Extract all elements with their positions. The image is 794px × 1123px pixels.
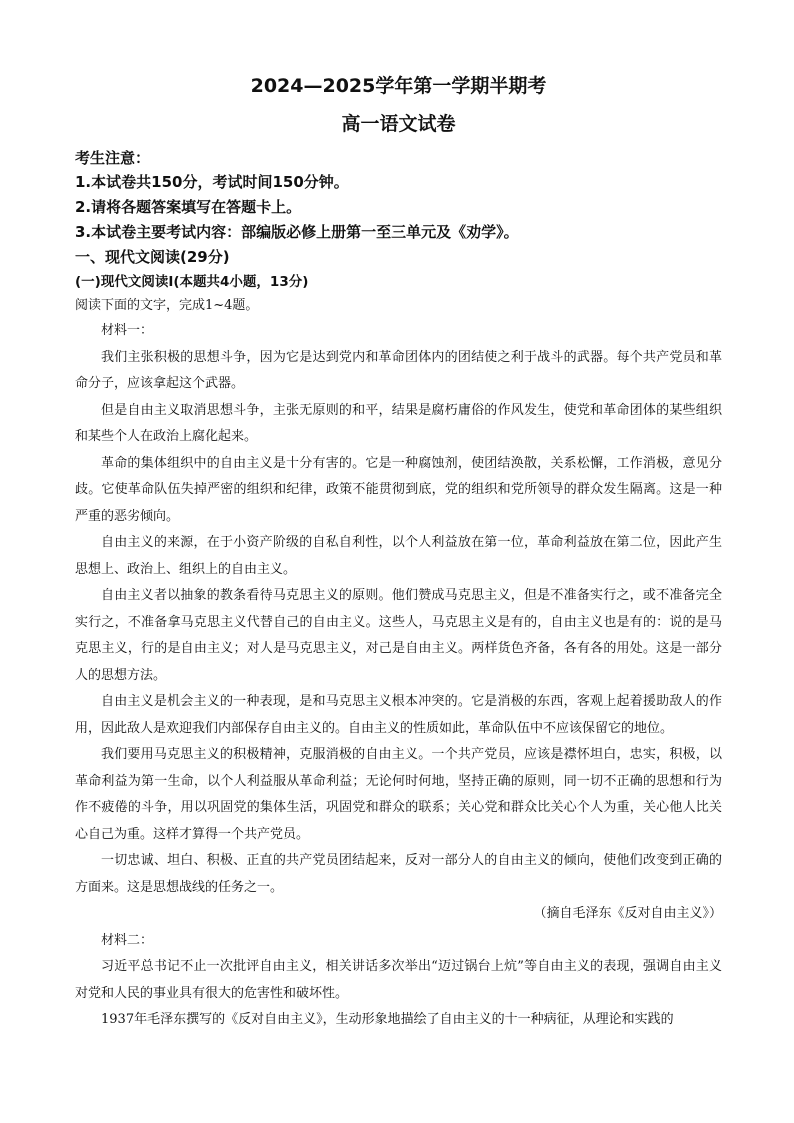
- paragraph: 1937年毛泽东撰写的《反对自由主义》，生动形象地描绘了自由主义的十一种病征，从理论和实践的: [101, 1012, 674, 1027]
- material-label: 材料二：: [101, 932, 154, 948]
- section-heading: 一、现代文阅读(29分): [75, 248, 230, 266]
- subsection-heading: (一)现代文阅读Ⅰ(本题共4小题，13分): [75, 274, 309, 290]
- notice-item: 1.本试卷共150分，考试时间150分钟。: [75, 173, 349, 191]
- material-one: [75, 318, 722, 928]
- paragraph: 自由主义者以抽象的教条看待马克思主义的原则。他们赞成马克思主义，但是不准备实行之，或不准备完全实行之，不准备拿马克思主义代替自己的自由主义。这些人，马克思主义是有的，自由主义也是有的：说的是马克思主义，行的是自由主义；对人是马克思主义，对己是自由主义。两样货色齐备，各有各的用处。这是一部分人的思想方法。: [75, 588, 722, 683]
- exam-title: 2024—2025学年第一学期半期考: [250, 75, 547, 97]
- paragraph: 我们要用马克思主义的积极精神，克服消极的自由主义。一个共产党员，应该是襟怀坦白，忠实，积极，以革命利益为第一生命，以个人利益服从革命利益；无论何时何地，坚持正确的原则，同一切不正确的思想和行为作不疲倦的斗争，用以巩固党的集体生活，巩固党和群众的联系；关心党和群众比关心个人为重，关心他人比关心自己为重。这样才算得一个共产党员。: [75, 747, 722, 842]
- exam-subtitle: 高一语文试卷: [341, 113, 456, 135]
- paragraph: 我们主张积极的思想斗争，因为它是达到党内和革命团体内的团结使之利于战斗的武器。每个共产党员和革命分子，应该拿起这个武器。: [75, 349, 722, 391]
- paragraph: 自由主义的来源，在于小资产阶级的自私自利性，以个人利益放在第一位，革命利益放在第二位，因此产生思想上、政治上、组织上的自由主义。: [75, 535, 722, 577]
- material-two: [75, 928, 722, 1034]
- paragraph: 自由主义是机会主义的一种表现，是和马克思主义根本冲突的。它是消极的东西，客观上起着援助敌人的作用，因此敌人是欢迎我们内部保存自由主义的。自由主义的性质如此，革命队伍中不应该保留它的地位。: [75, 694, 722, 736]
- notice-item: 2.请将各题答案填写在答题卡上。: [75, 198, 302, 216]
- paragraph: 但是自由主义取消思想斗争，主张无原则的和平，结果是腐朽庸俗的作风发生，使党和革命团体的某些组织和某些个人在政治上腐化起来。: [75, 402, 722, 444]
- notice-item: 3.本试卷主要考试内容：部编版必修上册第一至三单元及《劝学》。: [75, 223, 519, 241]
- paragraph: 革命的集体组织中的自由主义是十分有害的。它是一种腐蚀剂，使团结涣散，关系松懈，工作消极，意见分歧。它使革命队伍失掉严密的组织和纪律，政策不能贯彻到底，党的组织和党所领导的群众发生隔离。这是一种严重的恶劣倾向。: [75, 455, 722, 524]
- reading-instruction: 阅读下面的文字，完成1~4题。: [75, 298, 259, 313]
- material-label: 材料一：: [101, 323, 154, 338]
- material-source: （摘自毛泽东《反对自由主义》）: [533, 906, 722, 921]
- paragraph: 习近平总书记不止一次批评自由主义，相关讲话多次举出“迈过锅台上炕”等自由主义的表现，强调自由主义对党和人民的事业具有很大的危害性和破坏性。: [75, 959, 722, 1001]
- notice-heading: 考生注意：: [75, 149, 151, 167]
- paragraph: 一切忠诚、坦白、积极、正直的共产党员团结起来，反对一部分人的自由主义的倾向，使他们改变到正确的方面来。这是思想战线的任务之一。: [75, 853, 722, 895]
